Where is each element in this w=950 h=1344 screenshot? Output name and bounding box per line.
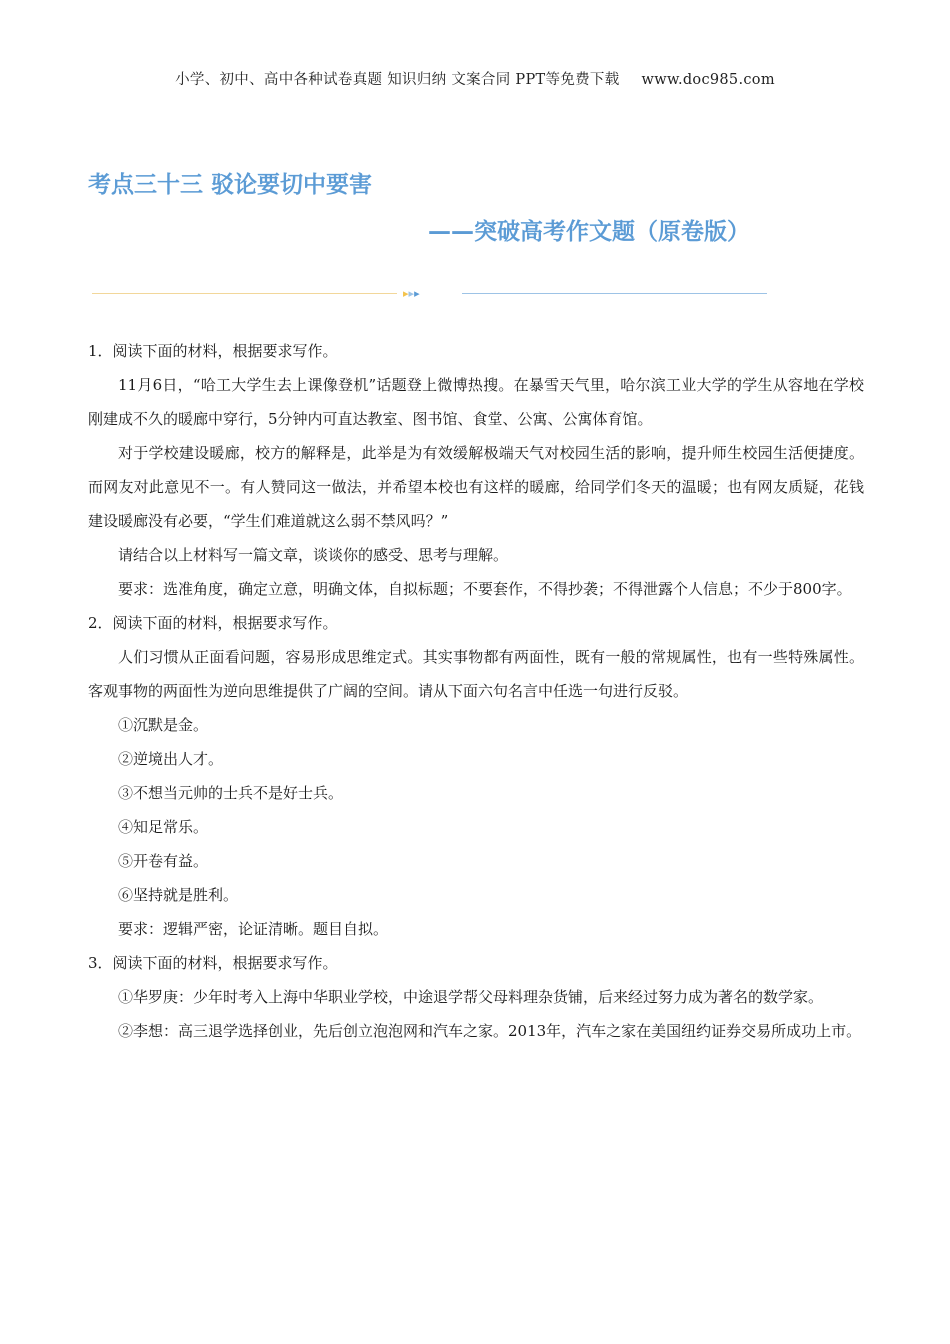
question-2-heading: 2．阅读下面的材料，根据要求写作。 bbox=[88, 614, 338, 632]
question-2-requirement: 要求：逻辑严密，论证清晰。题目自拟。 bbox=[118, 920, 389, 938]
divider-arrows bbox=[403, 286, 420, 302]
quote-item: ⑤开卷有益。 bbox=[118, 852, 209, 870]
page-subtitle: ——突破高考作文题（原卷版） bbox=[428, 219, 750, 245]
page-header bbox=[0, 68, 950, 89]
question-1-paragraph: 请结合以上材料写一篇文章，谈谈你的感受、思考与理解。 bbox=[118, 546, 509, 564]
question-2-intro: 人们习惯从正面看问题，容易形成思维定式。其实事物都有两面性，既有一般的常规属性，也有一些特殊属性。客观事物的两面性为逆向思维提供了广阔的空间。请从下面六句名言中任选一句进行反驳。 bbox=[88, 648, 864, 700]
arrow-icon: ▸ bbox=[408, 287, 415, 300]
decorative-divider bbox=[92, 286, 768, 302]
arrow-icon: ▸ bbox=[414, 287, 420, 300]
quote-item: ①沉默是金。 bbox=[118, 716, 209, 734]
quote-item: ⑥坚持就是胜利。 bbox=[118, 886, 239, 904]
quote-item: ②逆境出人才。 bbox=[118, 750, 224, 768]
divider-left-line bbox=[92, 293, 397, 294]
question-1-paragraph: 对于学校建设暖廊，校方的解释是，此举是为有效缓解极端天气对校园生活的影响，提升师生校园生活便捷度。而网友对此意见不一。有人赞同这一做法，并希望本校也有这样的暖廊，给同学们冬天的温暖；也有网友质疑，花钱建设暖廊没有必要，“学生们难道就这么弱不禁风吗？” bbox=[88, 444, 864, 530]
header-text: 小学、初中、高中各种试卷真题 知识归纳 文案合同 PPT等免费下载 bbox=[175, 72, 620, 88]
divider-right-line bbox=[462, 293, 767, 294]
question-3-paragraph: ①华罗庚：少年时考入上海中华职业学校，中途退学帮父母料理杂货铺，后来经过努力成为著名的数学家。 bbox=[118, 988, 824, 1006]
question-1-heading: 1．阅读下面的材料，根据要求写作。 bbox=[88, 342, 338, 360]
question-1-paragraph: 11月6日，“哈工大学生去上课像登机”话题登上微博热搜。在暴雪天气里，哈尔滨工业大学的学生从容地在学校刚建成不久的暖廊中穿行，5分钟内可直达教室、图书馆、食堂、公寓、公寓体育馆。 bbox=[88, 376, 864, 428]
question-3-paragraph: ②李想：高三退学选择创业，先后创立泡泡网和汽车之家。2013年，汽车之家在美国纽约证券交易所成功上市。 bbox=[118, 1022, 862, 1040]
page-title: 考点三十三 驳论要切中要害 bbox=[88, 172, 373, 198]
question-1-requirement: 要求：选准角度，确定立意，明确文体，自拟标题；不要套作，不得抄袭；不得泄露个人信息；不少于800字。 bbox=[118, 580, 852, 598]
quote-item: ④知足常乐。 bbox=[118, 818, 209, 836]
question-3-heading: 3．阅读下面的材料，根据要求写作。 bbox=[88, 954, 338, 972]
header-site-link[interactable]: www.doc985.com bbox=[641, 72, 775, 88]
document-body bbox=[88, 334, 864, 1048]
quote-item: ③不想当元帅的士兵不是好士兵。 bbox=[118, 784, 344, 802]
arrow-icon: ▸ bbox=[403, 287, 409, 300]
